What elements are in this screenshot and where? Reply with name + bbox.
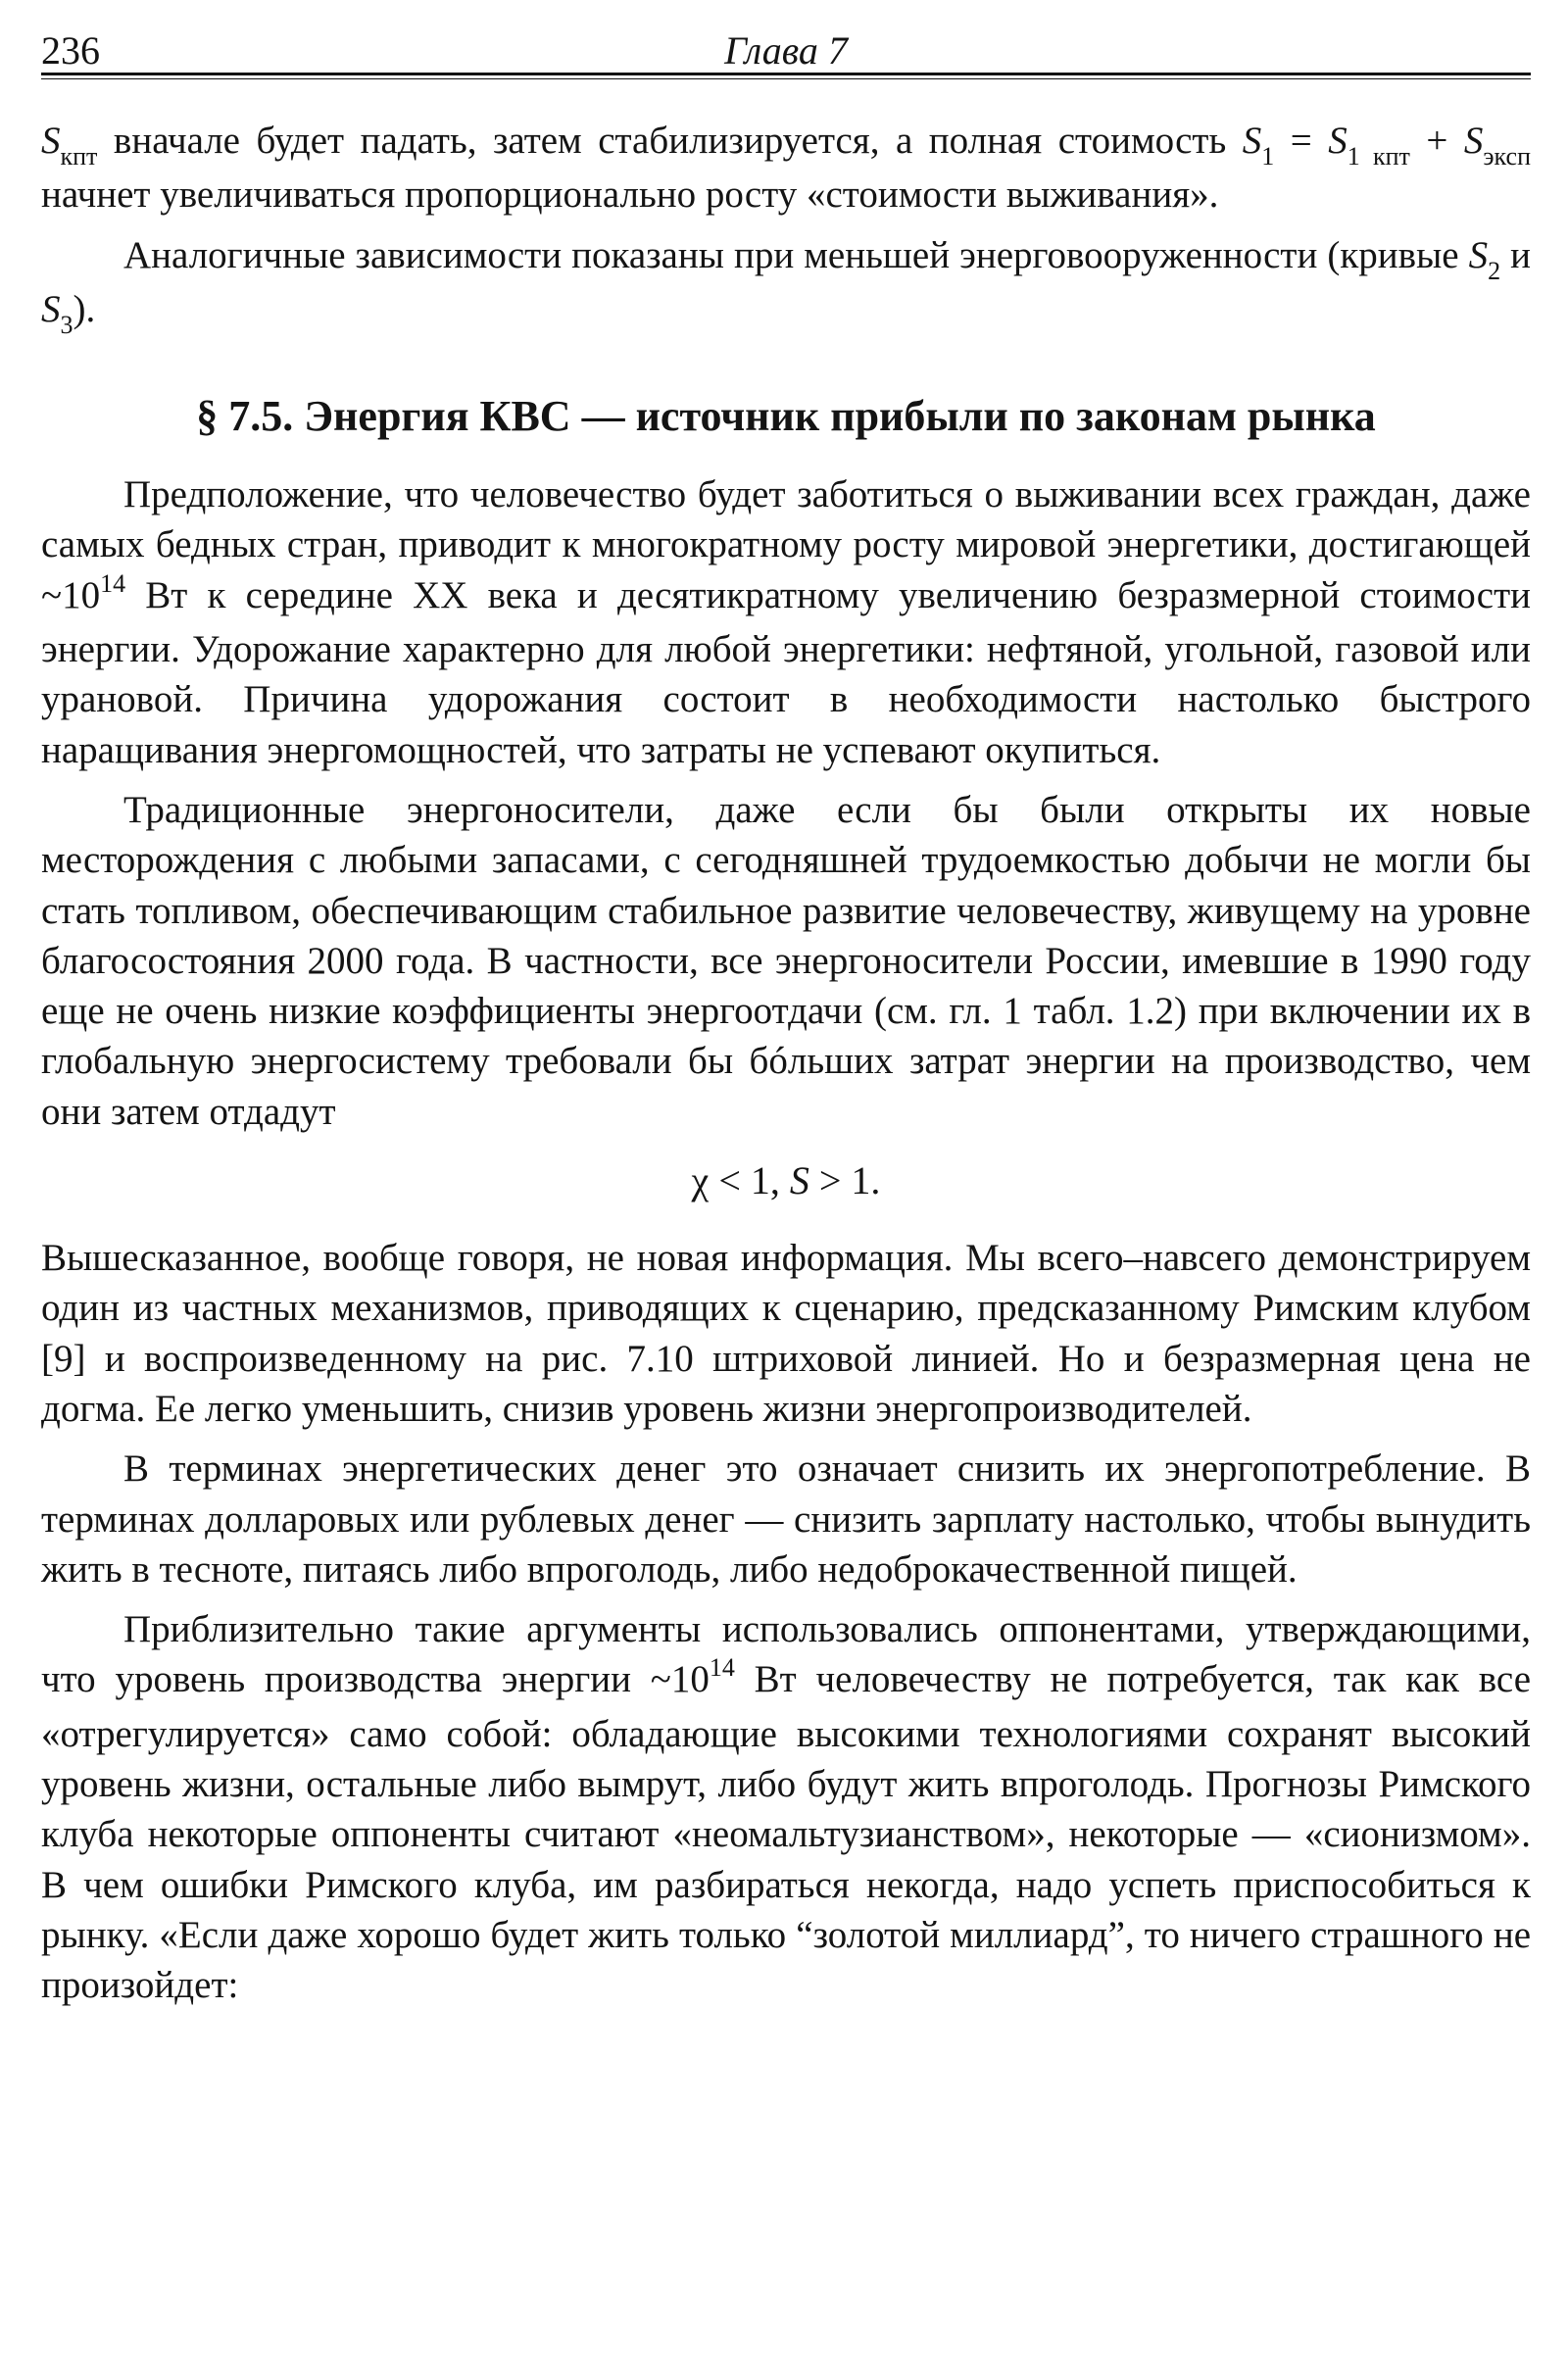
paragraph-1 — [41, 116, 1531, 221]
page-header — [41, 27, 1531, 74]
symbol: S — [1242, 120, 1262, 162]
running-head: Глава 7 — [724, 28, 848, 73]
superscript: 14 — [100, 568, 126, 598]
symbol: S — [41, 120, 61, 162]
subscript: эксп — [1483, 142, 1531, 171]
formula-text: < 1, — [709, 1158, 790, 1203]
text: Вт к середине XX века и десятикратному увеличению безразмерной стоимости энергии. Удорожание характерно для любой энергетики: нефтяной, угольной, газовой или урановой. Причина удорожания состоит в необходимости настолько быстрого наращивания энергомощностей, что затраты не успевают окупиться. — [41, 573, 1531, 771]
subscript: 3 — [60, 310, 74, 339]
symbol: S — [789, 1158, 809, 1203]
subscript: кпт — [60, 142, 98, 171]
symbol: S — [1328, 120, 1348, 162]
paragraph-3 — [41, 469, 1531, 775]
paragraph-2 — [41, 230, 1531, 339]
text: Вт человечеству не потребуется, так как все «отрегулируется» само собой: обладающие высокими технологиями сохранят высокий уровень жизни, остальные либо вымрут, либо будут жить впроголодь. Прогнозы Римского клуба некоторые оппоненты считают «неомальтузианством», некоторые — «сионизмом». В чем ошибки Римского клуба, им разбираться некогда, надо успеть приспособиться к рынку. «Если даже хорошо будет жить только “золотой миллиард”, то ничего страшного не произойдет: — [41, 1658, 1531, 2007]
subscript: 1 — [1261, 142, 1275, 171]
header-rule — [41, 73, 1531, 79]
symbol: S — [1463, 120, 1484, 162]
text: = — [1274, 120, 1329, 162]
chi-symbol: χ — [691, 1158, 710, 1203]
subscript: 1 кпт — [1347, 142, 1410, 171]
subscript: 2 — [1488, 256, 1501, 285]
symbol: S — [41, 287, 61, 330]
text: и — [1500, 233, 1531, 276]
page-body — [41, 116, 1531, 2011]
superscript: 14 — [709, 1653, 735, 1683]
page-number: 236 — [41, 28, 100, 73]
section-title: § 7.5. Энергия КВС — источник прибыли по законам рынка — [196, 392, 1376, 441]
paragraph-6: В терминах энергетических денег это означает снизить их энергопотребление. В терминах долларовых или рублевых денег — снизить зарплату настолько, чтобы вынудить жить в тесноте, питаясь либо впроголодь, либо недоброкачественной пищей. — [41, 1447, 1531, 1591]
paragraph-4: Традиционные энергоносители, даже если бы были открыты их новые месторождения с любыми запасами, с сегодняшней трудоемкостью добычи не могли бы стать топливом, обеспечивающим стабильное развитие человечеству, живущему на уровне благосостояния 2000 года. В частности, все энергоносители России, имевшие в 1990 году еще не очень низкие коэффициенты энергоотдачи (см. гл. 1 табл. 1.2) при включении их в глобальную энергосистему требовали бы бóльших затрат энергии на производство, чем они затем отдадут — [41, 788, 1531, 1133]
text: ). — [73, 287, 96, 330]
paragraph-5: Вышесказанное, вообще говоря, не новая информация. Мы всего–навсего демонстрируем один из частных механизмов, приводящих к сценарию, предсказанному Римским клубом [9] и воспроизведенному на рис. 7.10 штриховой линией. Но и безразмерная цена не догма. Ее легко уменьшить, снизив уровень жизни энергопроизводителей. — [41, 1237, 1531, 1430]
text: Аналогичные зависимости показаны при меньшей энерговооруженности (кривые — [123, 233, 1469, 276]
formula — [41, 1154, 1531, 1207]
text: начнет увеличиваться пропорционально росту «стоимости выживания». — [41, 173, 1219, 217]
text: вначале будет падать, затем стабилизируется, а полная стоимость — [97, 120, 1243, 162]
formula-text: > 1. — [808, 1158, 881, 1203]
text: Предположение, что человечество будет заботиться о выживании всех граждан, даже самых бедных стран, приводит к многократному росту мировой энергетики, достигающей ~10 — [41, 473, 1531, 616]
paragraph-7 — [41, 1604, 1531, 2010]
symbol: S — [1468, 233, 1489, 276]
text: + — [1409, 120, 1464, 162]
text: Приблизительно такие аргументы использовались оппонентами, утверждающими, что уровень производства энергии ~10 — [41, 1608, 1531, 1701]
